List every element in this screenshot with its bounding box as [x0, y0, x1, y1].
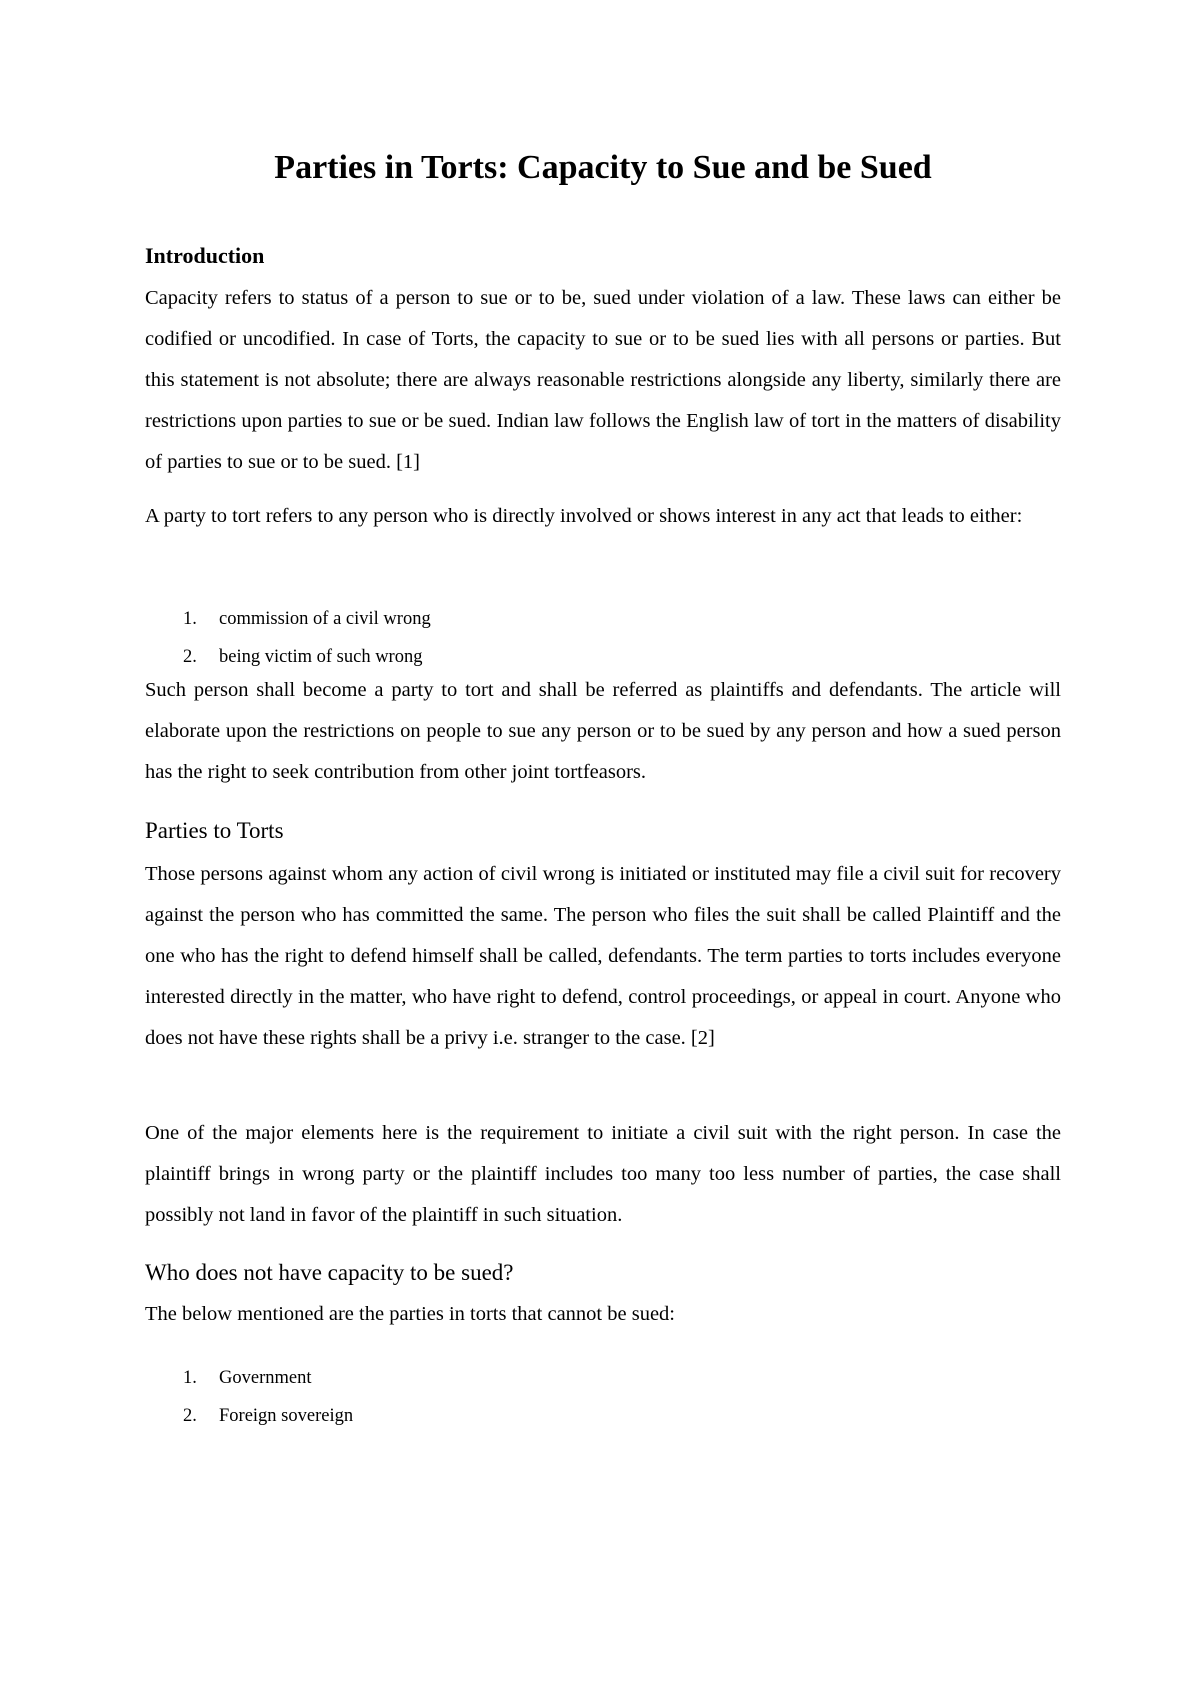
introduction-paragraph-1: Capacity refers to status of a person to sue or to be, sued under violation of a law. These laws can either be codified or uncodified. In case of Torts, the capacity to sue or to be sued lies with all persons or parties. But this statement is not absolute; there are always reasonable restrictions alongside any liberty, similarly there are restrictions upon parties to sue or be sued. Indian law follows the English law of tort in the matters of disability of parties to sue or to be sued. [1]: [145, 287, 1061, 473]
document-title: Parties in Torts: Capacity to Sue and be Sued: [274, 149, 932, 186]
cannot-be-sued-heading: Who does not have capacity to be sued?: [145, 1260, 514, 1285]
list-item: [145, 600, 431, 638]
list-item-number: 1.: [183, 609, 197, 629]
list-item-text: commission of a civil wrong: [219, 609, 431, 629]
introduction-paragraph-2: A party to tort refers to any person who is directly involved or shows interest in any act that leads to either:: [145, 505, 1023, 527]
list-item: [145, 1397, 353, 1435]
list-item-text: being victim of such wrong: [219, 647, 423, 667]
parties-to-torts-paragraph-2: One of the major elements here is the requirement to initiate a civil suit with the right person. In case the plaintiff brings in wrong party or the plaintiff includes too many too less number of parties, the case shall possibly not land in favor of the plaintiff in such situation.: [145, 1122, 1061, 1226]
list-item: [145, 1359, 353, 1397]
cannot-be-sued-list: [145, 1359, 353, 1435]
introduction-heading: Introduction: [145, 243, 265, 268]
parties-to-torts-paragraph-1: Those persons against whom any action of civil wrong is initiated or instituted may file a civil suit for recovery against the person who has committed the same. The person who files the suit shall be called Plaintiff and the one who has the right to defend himself shall be called, defendants. The term parties to torts includes everyone interested directly in the matter, who have right to defend, control proceedings, or appeal in court. Anyone who does not have these rights shall be a privy i.e. stranger to the case. [2]: [145, 863, 1061, 1049]
cannot-be-sued-paragraph-1: The below mentioned are the parties in torts that cannot be sued:: [145, 1303, 675, 1325]
list-item-number: 1.: [183, 1368, 197, 1388]
introduction-paragraph-3: Such person shall become a party to tort and shall be referred as plaintiffs and defendants. The article will elaborate upon the restrictions on people to sue any person or to be sued by any person and how a sued person has the right to seek contribution from other joint tortfeasors.: [145, 679, 1061, 783]
list-item-number: 2.: [183, 647, 197, 667]
parties-to-torts-heading: Parties to Torts: [145, 818, 284, 843]
tort-party-list: [145, 600, 431, 676]
list-item-text: Government: [219, 1368, 312, 1388]
list-item-number: 2.: [183, 1406, 197, 1426]
list-item-text: Foreign sovereign: [219, 1406, 354, 1426]
